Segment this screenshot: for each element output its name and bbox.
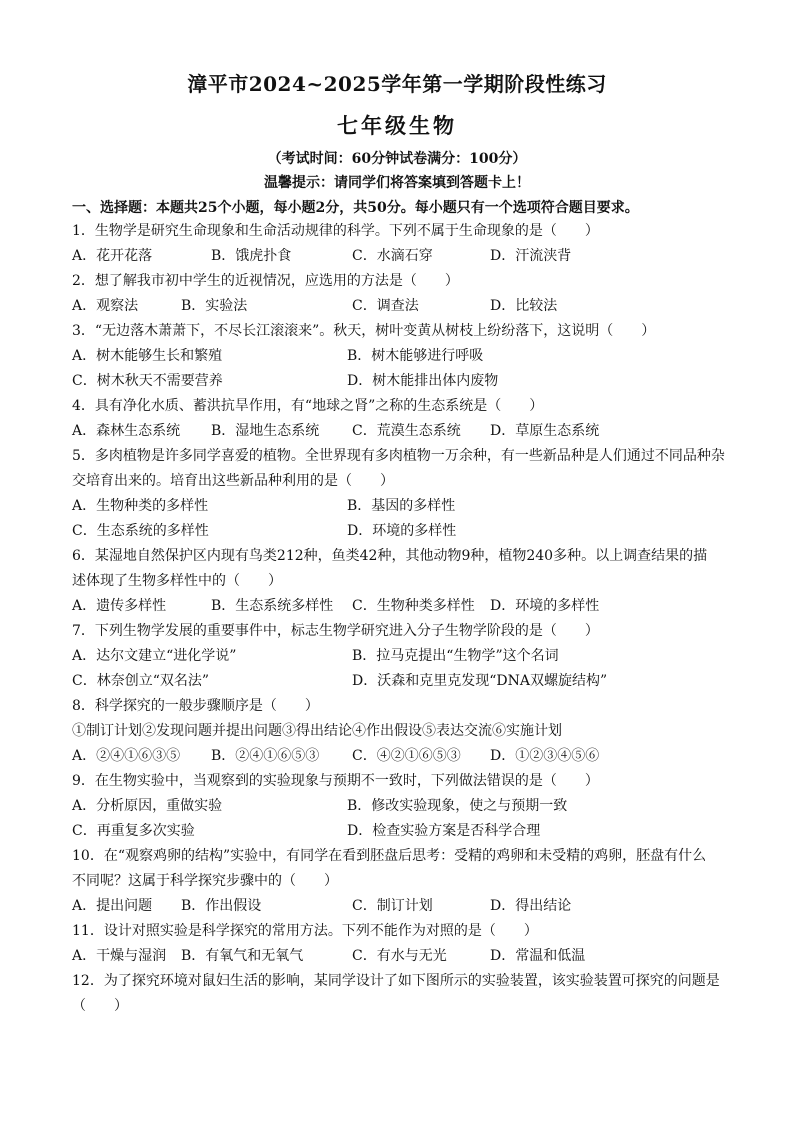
question-9-stem: 9．在生物实验中，当观察到的实验现象与预期不一致时，下列做法错误的是（ ） [72,773,599,789]
question-8-option-a: A．②④①⑥③⑤ [72,748,181,764]
question-7-stem: 7．下列生物学发展的重要事件中，标志生物学研究进入分子生物学阶段的是（ ） [72,623,599,639]
question-11-option-c: C．有水与无光 [352,948,447,964]
question-9-option-d: D．检查实验方案是否科学合理 [347,823,541,839]
question-10-option-c: C．制订计划 [352,898,433,914]
question-5-stem-line-2: 交培育出来的。培育出这些新品种利用的是（ ） [72,473,394,489]
question-2-stem: 2．想了解我市初中学生的近视情况，应选用的方法是（ ） [72,273,459,289]
question-11-option-d: D．常温和低温 [490,948,586,964]
question-11-stem: 11．设计对照实验是科学探究的常用方法。下列不能作为对照的是（ ） [72,923,538,939]
question-8-option-b: B．②④①⑥⑤③ [211,748,320,764]
question-5-option-b: B．基因的多样性 [347,498,456,514]
exam-title: 漳平市2024~2025学年第一学期阶段性练习 [187,72,607,96]
question-12-stem-line-2: （ ） [72,998,128,1014]
question-5-stem-line-1: 5．多肉植物是许多同学喜爱的植物。全世界现有多肉植物一万余种，有一些新品种是人们通过不同品种杂 [72,448,725,464]
question-10-stem-line-1: 10．在“观察鸡卵的结构”实验中，有同学在看到胚盘后思考：受精的鸡卵和未受精的鸡卵，胚盘有什么 [72,848,707,864]
exam-subject: 七年级生物 [337,113,457,138]
question-8-stem: 8．科学探究的一般步骤顺序是（ ） [72,698,319,714]
exam-info: （考试时间：60分钟试卷满分：100分） [267,151,527,167]
question-10-stem-line-2: 不同呢？这属于科学探究步骤中的（ ） [72,873,338,889]
question-1-option-a: A．花开花落 [72,248,153,264]
question-5-option-c: C．生态系统的多样性 [72,523,209,539]
question-3-option-c: C．树木秋天不需要营养 [72,373,223,389]
exam-notice: 温馨提示：请同学们将答案填到答题卡上！ [264,175,530,191]
question-6-option-c: C．生物种类多样性 [352,598,475,614]
question-4-stem: 4．具有净化水质、蓄洪抗旱作用，有“地球之肾”之称的生态系统是（ ） [72,398,544,414]
question-4-option-d: D．草原生态系统 [490,423,600,439]
question-8-steps: ①制订计划②发现问题并提出问题③得出结论④作出假设⑤表达交流⑥实施计划 [72,723,562,739]
question-2-option-a: A．观察法 [72,298,139,314]
question-8-option-c: C．④②①⑥⑤③ [352,748,461,764]
question-11-option-b: B．有氧气和无氧气 [181,948,304,964]
section-heading: 一、选择题：本题共25个小题，每小题2分，共50分。每小题只有一个选项符合题目要求。 [72,200,639,216]
question-1-option-c: C．水滴石穿 [352,248,433,264]
question-9-option-c: C．再重复多次实验 [72,823,195,839]
question-3-option-a: A．树木能够生长和繁殖 [72,348,223,364]
question-4-option-c: C．荒漠生态系统 [352,423,461,439]
question-5-option-d: D．环境的多样性 [347,523,457,539]
question-2-option-d: D．比较法 [490,298,558,314]
question-9-option-a: A．分析原因，重做实验 [72,798,223,814]
question-6-option-d: D．环境的多样性 [490,598,600,614]
question-3-stem: 3．“无边落木萧萧下，不尽长江滚滚来”。秋天，树叶变黄从树枝上纷纷落下，这说明（ ） [72,323,656,339]
question-10-option-a: A．提出问题 [72,898,153,914]
question-10-option-d: D．得出结论 [490,898,572,914]
question-6-stem-line-2: 述体现了生物多样性中的（ ） [72,573,282,589]
question-5-option-a: A．生物种类的多样性 [72,498,209,514]
question-2-option-b: B．实验法 [181,298,248,314]
question-12-stem-line-1: 12．为了探究环境对鼠妇生活的影响，某同学设计了如下图所示的实验装置，该实验装置可探究的问题是 [72,973,720,989]
question-4-option-a: A．森林生态系统 [72,423,181,439]
question-9-option-b: B．修改实验现象，使之与预期一致 [347,798,568,814]
question-4-option-b: B．湿地生态系统 [211,423,320,439]
question-6-option-a: A．遗传多样性 [72,598,167,614]
question-11-option-a: A．干燥与湿润 [72,948,167,964]
question-3-option-d: D．树木能排出体内废物 [347,373,499,389]
question-8-option-d: D．①②③④⑤⑥ [490,748,600,764]
question-7-option-b: B．拉马克提出“生物学”这个名词 [352,648,559,664]
question-1-option-d: D．汗流浃背 [490,248,572,264]
question-10-option-b: B．作出假设 [181,898,262,914]
question-6-option-b: B．生态系统多样性 [211,598,334,614]
question-1-option-b: B．饿虎扑食 [211,248,292,264]
question-2-option-c: C．调查法 [352,298,419,314]
question-7-option-a: A．达尔文建立“进化学说” [72,648,237,664]
question-7-option-d: D．沃森和克里克发现“DNA双螺旋结构” [352,673,608,689]
question-7-option-c: C．林奈创立“双名法” [72,673,210,689]
question-6-stem-line-1: 6．某湿地自然保护区内现有鸟类212种，鱼类42种，其他动物9种，植物240多种。以上调查结果的描 [72,548,708,564]
question-3-option-b: B．树木能够进行呼吸 [347,348,484,364]
question-1-stem: 1．生物学是研究生命现象和生命活动规律的科学。下列不属于生命现象的是（ ） [72,223,599,239]
